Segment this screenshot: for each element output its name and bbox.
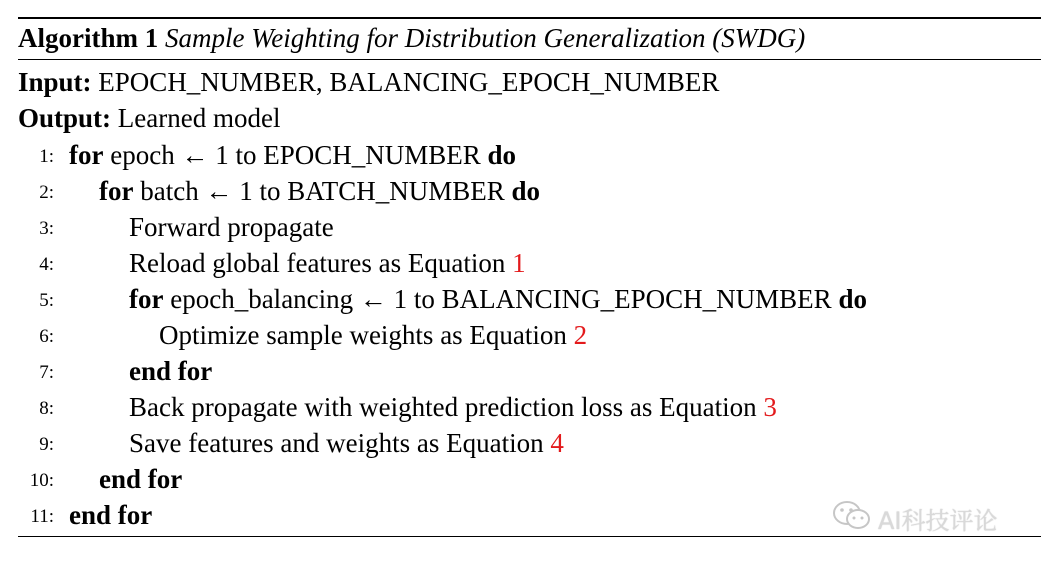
line-code xyxy=(129,281,867,317)
keyword-do: do xyxy=(511,176,541,206)
algorithm-caption xyxy=(18,20,805,56)
watermark-text: AI科技评论 xyxy=(878,506,998,535)
equation-reference-link[interactable]: 2 xyxy=(573,320,588,350)
line-number: 10: xyxy=(29,470,54,491)
line-code xyxy=(129,389,777,425)
line-code xyxy=(69,497,152,533)
algorithm-label: Algorithm 1 xyxy=(18,23,159,53)
line-text: Save features and weights as Equation xyxy=(129,428,551,458)
line-number: 2: xyxy=(39,182,54,203)
wechat-icon xyxy=(832,499,872,538)
input-keyword: Input: xyxy=(18,67,92,97)
line-number: 11: xyxy=(30,506,54,527)
line-code xyxy=(159,317,587,353)
line-text: batch ← 1 to BATCH_NUMBER xyxy=(133,176,512,206)
keyword-for: for xyxy=(129,284,164,314)
keyword-end-for: end for xyxy=(129,356,213,386)
input-value: EPOCH_NUMBER, BALANCING_EPOCH_NUMBER xyxy=(98,67,720,97)
output-keyword: Output: xyxy=(18,103,112,133)
line-text: Optimize sample weights as Equation xyxy=(159,320,574,350)
line-code xyxy=(99,461,182,497)
line-number: 9: xyxy=(39,434,54,455)
keyword-do: do xyxy=(487,140,517,170)
line-code xyxy=(129,425,564,461)
line-text: Forward propagate xyxy=(129,212,334,242)
equation-reference-link[interactable]: 3 xyxy=(763,392,777,422)
line-code xyxy=(69,137,516,173)
top-rule xyxy=(18,17,1041,19)
line-text: Reload global features as Equation xyxy=(129,248,513,278)
line-number: 4: xyxy=(39,254,54,275)
equation-reference-link[interactable]: 1 xyxy=(512,248,526,278)
watermark xyxy=(832,498,1022,538)
keyword-do: do xyxy=(838,284,867,314)
line-code xyxy=(129,245,526,281)
line-text: epoch ← 1 to EPOCH_NUMBER xyxy=(103,140,488,170)
line-code xyxy=(99,173,540,209)
keyword-for: for xyxy=(99,176,134,206)
output-line xyxy=(18,100,280,136)
line-code xyxy=(129,353,212,389)
keyword-end-for: end for xyxy=(99,464,183,494)
keyword-for: for xyxy=(69,140,104,170)
keyword-end-for: end for xyxy=(69,500,153,530)
line-number: 8: xyxy=(39,398,54,419)
line-number: 1: xyxy=(39,146,54,167)
line-number: 5: xyxy=(39,290,54,311)
input-line xyxy=(18,64,719,100)
output-value: Learned model xyxy=(117,103,281,133)
line-number: 3: xyxy=(39,218,54,239)
line-code xyxy=(129,209,334,245)
line-number: 6: xyxy=(39,326,54,347)
line-text: epoch_balancing ← 1 to BALANCING_EPOCH_NUMBER xyxy=(163,284,839,314)
line-number: 7: xyxy=(39,362,54,383)
caption-rule xyxy=(18,59,1041,60)
equation-reference-link[interactable]: 4 xyxy=(550,428,564,458)
algorithm-title: Sample Weighting for Distribution Generalization (SWDG) xyxy=(164,23,806,53)
line-text: Back propagate with weighted prediction loss as Equation xyxy=(129,392,764,422)
